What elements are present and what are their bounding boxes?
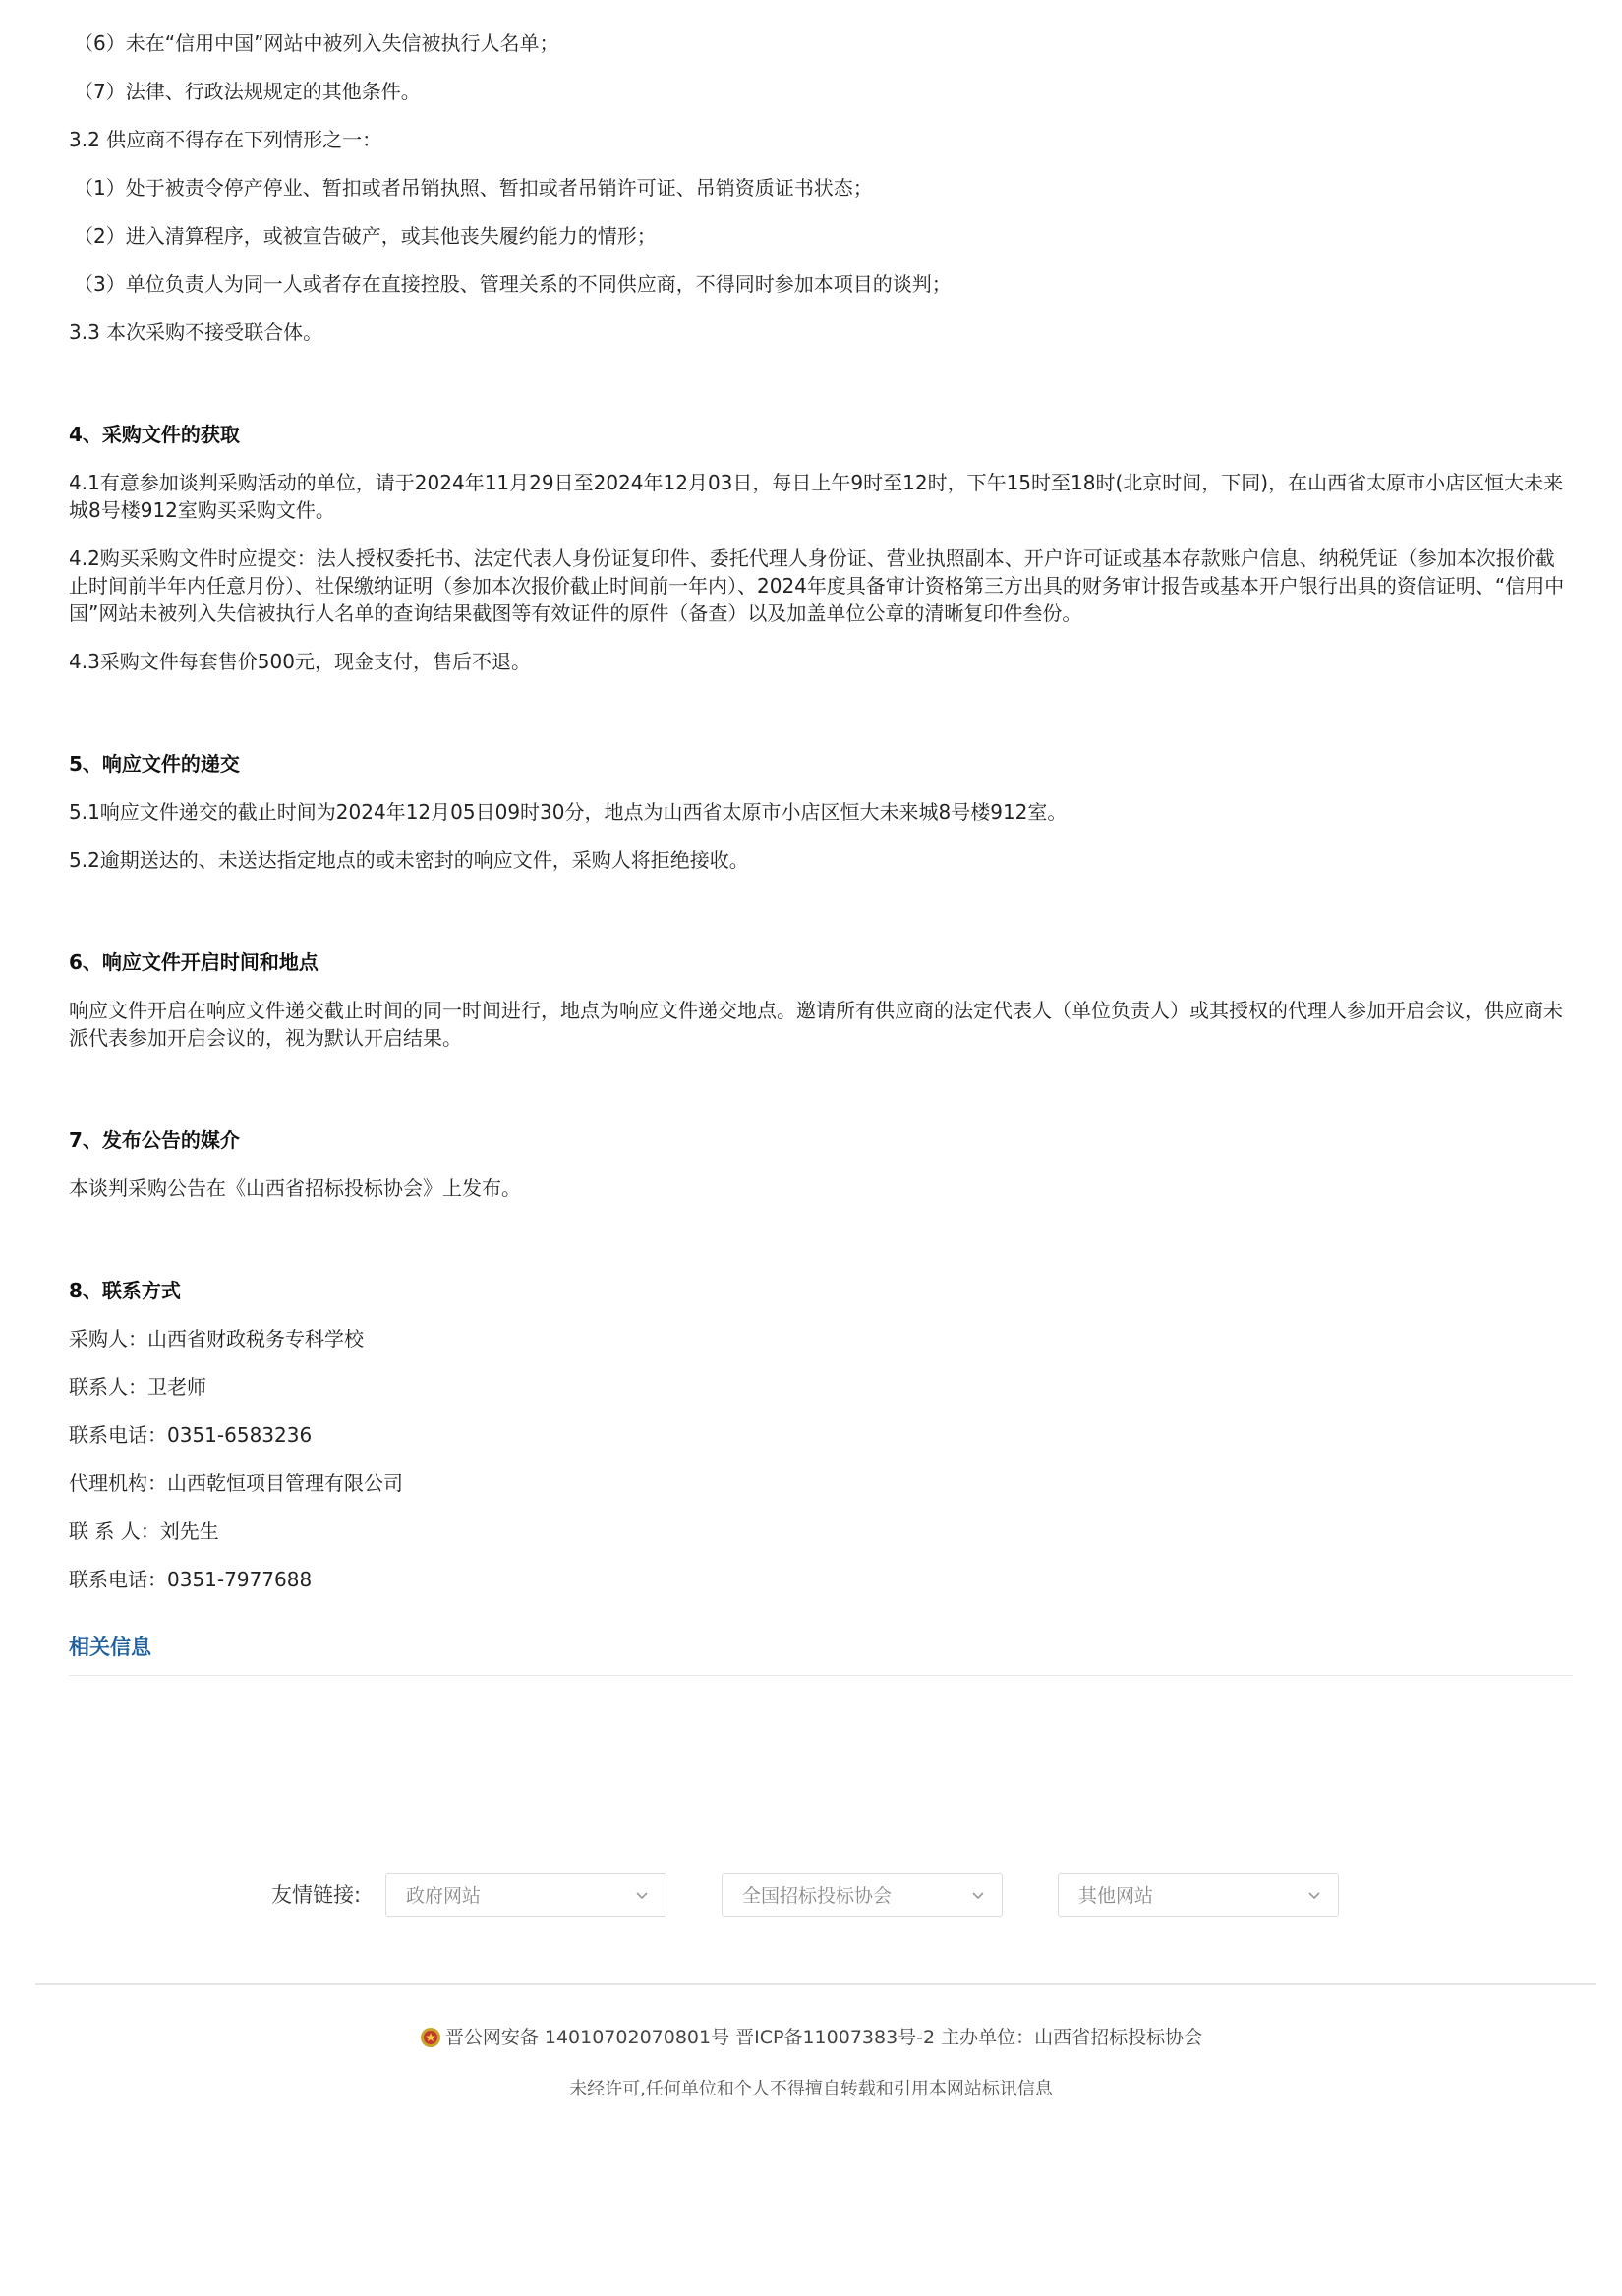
contact-line: 采购人：山西省财政税务专科学校 bbox=[69, 1327, 364, 1350]
footer-divider bbox=[35, 1983, 1596, 1985]
section-heading: 5、响应文件的递交 bbox=[69, 752, 240, 775]
related-info-title: 相关信息 bbox=[69, 1636, 151, 1659]
section-heading: 7、发布公告的媒介 bbox=[69, 1128, 240, 1152]
announcement-content bbox=[69, 29, 1573, 1614]
select-value: 全国招标投标协会 bbox=[742, 1885, 893, 1907]
select-value: 其他网站 bbox=[1078, 1885, 1154, 1907]
paragraph: （2）进入清算程序，或被宣告破产，或其他丧失履约能力的情形； bbox=[74, 224, 657, 248]
paragraph: 响应文件开启在响应文件递交截止时间的同一时间进行，地点为响应文件递交地点。邀请所有供应商的法定代表人（单位负责人）或其授权的代理人参加开启会议，供应商未派代表参加开启会议的，视为默认开启结果。 bbox=[69, 999, 1563, 1050]
police-badge-icon bbox=[420, 2027, 441, 2048]
paragraph: 4.3采购文件每套售价500元，现金支付，售后不退。 bbox=[69, 650, 531, 673]
paragraph: 3.2 供应商不得存在下列情形之一： bbox=[69, 128, 382, 151]
chevron-down-icon bbox=[970, 1887, 986, 1903]
footer-copyright: 未经许可,任何单位和个人不得擅自转载和引用本网站标讯信息 bbox=[569, 2079, 1053, 2099]
section-heading: 8、联系方式 bbox=[69, 1279, 181, 1302]
paragraph: （6）未在“信用中国”网站中被列入失信被执行人名单； bbox=[74, 31, 559, 55]
chevron-down-icon bbox=[634, 1887, 650, 1903]
paragraph: （7）法律、行政法规规定的其他条件。 bbox=[74, 80, 421, 103]
contact-line: 代理机构：山西乾恒项目管理有限公司 bbox=[69, 1471, 403, 1495]
paragraph: 5.2逾期送达的、未送达指定地点的或未密封的响应文件，采购人将拒绝接收。 bbox=[69, 848, 749, 872]
footer-registration-text[interactable]: 晋公网安备 14010702070801号 晋ICP备11007383号-2 主办单位：山西省招标投标协会 bbox=[444, 2027, 1203, 2048]
other-sites-select[interactable] bbox=[1058, 1873, 1339, 1917]
contact-line: 联系人：卫老师 bbox=[69, 1375, 206, 1399]
related-info-section bbox=[69, 1634, 1573, 1676]
friend-links-label: 友情链接: bbox=[271, 1883, 362, 1907]
contact-line: 联系电话：0351-7977688 bbox=[69, 1568, 313, 1591]
friend-links bbox=[271, 1873, 1353, 1919]
paragraph: 本谈判采购公告在《山西省招标投标协会》上发布。 bbox=[69, 1177, 521, 1200]
section-heading: 4、采购文件的获取 bbox=[69, 423, 240, 446]
national-association-select[interactable] bbox=[722, 1873, 1003, 1917]
contact-line: 联系电话：0351-6583236 bbox=[69, 1423, 313, 1447]
gov-sites-select[interactable] bbox=[385, 1873, 666, 1917]
contact-line: 联 系 人：刘先生 bbox=[69, 1520, 219, 1543]
paragraph: 4.2购买采购文件时应提交：法人授权委托书、法定代表人身份证复印件、委托代理人身份证、营业执照副本、开户许可证或基本存款账户信息、纳税凭证（参加本次报价截止时间前半年内任意月份）、社保缴纳证明（参加本次报价截止时间前一年内）、2024年度具备审计资格第三方出具的财务审计报告或基本开户银行出具的资信证明、“信用中国”网站未被列入失信被执行人名单的查询结果截图等有效证件的原件（备查）以及加盖单位公章的清晰复印件叁份。 bbox=[69, 546, 1565, 625]
footer-registration bbox=[0, 2025, 1622, 2050]
chevron-down-icon bbox=[1306, 1887, 1322, 1903]
select-value: 政府网站 bbox=[406, 1885, 482, 1907]
paragraph: 3.3 本次采购不接受联合体。 bbox=[69, 320, 323, 344]
paragraph: 4.1有意参加谈判采购活动的单位，请于2024年11月29日至2024年12月03日，每日上午9时至12时，下午15时至18时(北京时间，下同)，在山西省太原市小店区恒大未来城8号楼912室购买采购文件。 bbox=[69, 471, 1564, 522]
section-heading: 6、响应文件开启时间和地点 bbox=[69, 950, 319, 974]
paragraph: （3）单位负责人为同一人或者存在直接控股、管理关系的不同供应商，不得同时参加本项目的谈判； bbox=[74, 272, 952, 296]
paragraph: （1）处于被责令停产停业、暂扣或者吊销执照、暂扣或者吊销许可证、吊销资质证书状态； bbox=[74, 176, 873, 200]
paragraph: 5.1响应文件递交的截止时间为2024年12月05日09时30分，地点为山西省太原市小店区恒大未来城8号楼912室。 bbox=[69, 800, 1068, 824]
